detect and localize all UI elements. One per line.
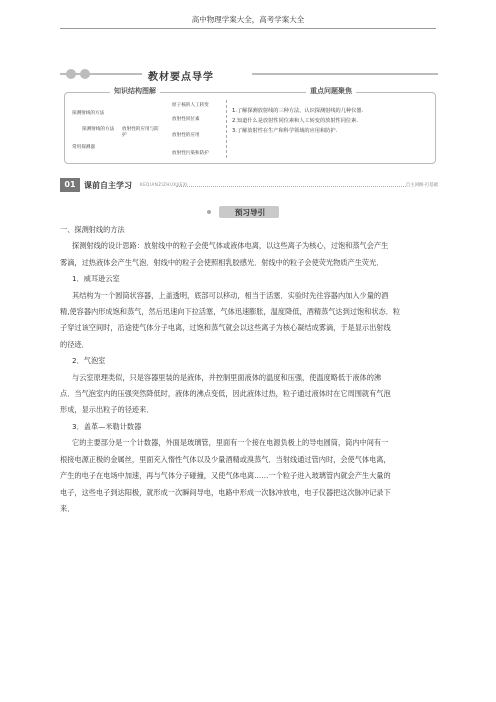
section-banner (60, 64, 438, 84)
main-content (60, 222, 440, 517)
paragraph-line: 其结构为一个圆筒状容器，上盖透明，底部可以移动，相当于活塞．实验时先往容器内加入少量的酒 (72, 290, 389, 300)
preview-title: 预习导引 (234, 208, 266, 217)
paragraph-line: 来． (60, 503, 75, 513)
section-pinyin: KEQIANZIZHUXUEXI (140, 182, 188, 187)
banner-dot-icon (80, 69, 90, 79)
section-number: 01 (60, 178, 80, 192)
paragraph-line: 的径迹． (60, 339, 89, 349)
diagram-node: 探测射线的方法 (72, 111, 105, 116)
focus-points (232, 106, 428, 136)
banner-dot-icon (66, 69, 76, 79)
focus-point: 1.了解探测放射线的三种方法，认识探测射线的几种仪器. (232, 108, 364, 114)
section-dotted-line (176, 186, 406, 187)
diagram-node: 放射性的应用 (172, 133, 200, 138)
section-title: 课前自主学习 (84, 181, 132, 190)
banner-tab (142, 64, 252, 84)
knowledge-diagram (72, 104, 222, 160)
header-rule (60, 28, 436, 29)
focus-point: 2.知道什么是放射性同位素和人工转变的放射性同位素. (232, 118, 358, 124)
section-header (60, 178, 438, 192)
diagram-node: 常用探测器 (72, 145, 95, 150)
subheading: 2．气泡室 (72, 356, 106, 366)
heading: 一、探测射线的方法 (60, 225, 125, 234)
diagram-node: 放射性污染和防护 (172, 151, 209, 156)
page-header: 高中物理学案大全，高考学案大全 (191, 15, 305, 24)
paragraph-line: 形成，显示出粒子的径迹来． (60, 405, 154, 415)
paragraph-line: 电子，这些电子到达阳极，就形成一次瞬间导电，电路中形成一次脉冲放电，电子仪器把这次脉冲记录下 (60, 487, 391, 497)
focus-heading: 重点问题聚焦 (306, 86, 356, 97)
paragraph-line: 子穿过该空间时，沿途使气体分子电离，过饱和蒸气就会以这些离子为核心凝结成雾滴，于是显示出射线 (60, 323, 391, 333)
paragraph-line: 点．当气泡室内的压强突然降低时，液体的沸点变低，因此液体过热，粒子通过液体时在它周围就有气泡 (60, 389, 391, 399)
paragraph-line: 产生的电子在电场中加速，再与气体分子碰撞，又使气体电离……一个粒子进入玻璃管内就会产生大量的 (60, 471, 391, 481)
preview-badge (205, 206, 295, 218)
banner-title: 教材要点导学 (148, 72, 214, 83)
paragraph-line: 雾滴，过热液体会产生气泡．射线中的粒子会使照相乳胶感光．射线中的粒子会使荧光物质产生荧光． (60, 257, 384, 267)
paragraph-line: 与云室原理类似，只是容器里装的是液体，并控制里面液体的温度和压强，使温度略低于液体的沸 (72, 372, 382, 382)
paragraph-line: 探测射线的设计思路：放射线中的粒子会使气体或液体电离，以这些离子为核心，过饱和蒸气会产生 (72, 241, 389, 251)
subheading: 3．盖革—米勒计数器 (72, 421, 142, 431)
diagram-node: 原子核的人工转变 (172, 103, 209, 108)
subheading: 1．威耳逊云室 (72, 274, 120, 284)
paragraph-line: 它的主要部分是一个计数器，外面是玻璃管，里面有一个接在电源负极上的导电圆筒，筒内中间有一 (72, 438, 389, 448)
focus-point: 3.了解放射性在生产和科学领域的应用和防护. (232, 128, 338, 134)
structure-heading: 知识结构图解 (110, 86, 160, 97)
diagram-node: 放射性同位素 (172, 117, 200, 122)
overview-divider (226, 100, 227, 158)
paragraph-line: 根接电源正极的金属丝，里面充入惰性气体以及少量酒精或溴蒸气．当射线通过管内时，会使气体电离， (60, 454, 391, 464)
diagram-node: 探测射线的方法 (82, 127, 115, 132)
section-subtitle: 自主回顾·打基础 (405, 183, 438, 188)
paragraph-line: 精,使容器内形成饱和蒸气，然后迅速向下拉活塞，气体迅速膨胀，温度降低，酒精蒸气达到过饱和状态．粒 (60, 307, 401, 317)
diagram-node: 放射性的应用与防护 (122, 127, 159, 138)
